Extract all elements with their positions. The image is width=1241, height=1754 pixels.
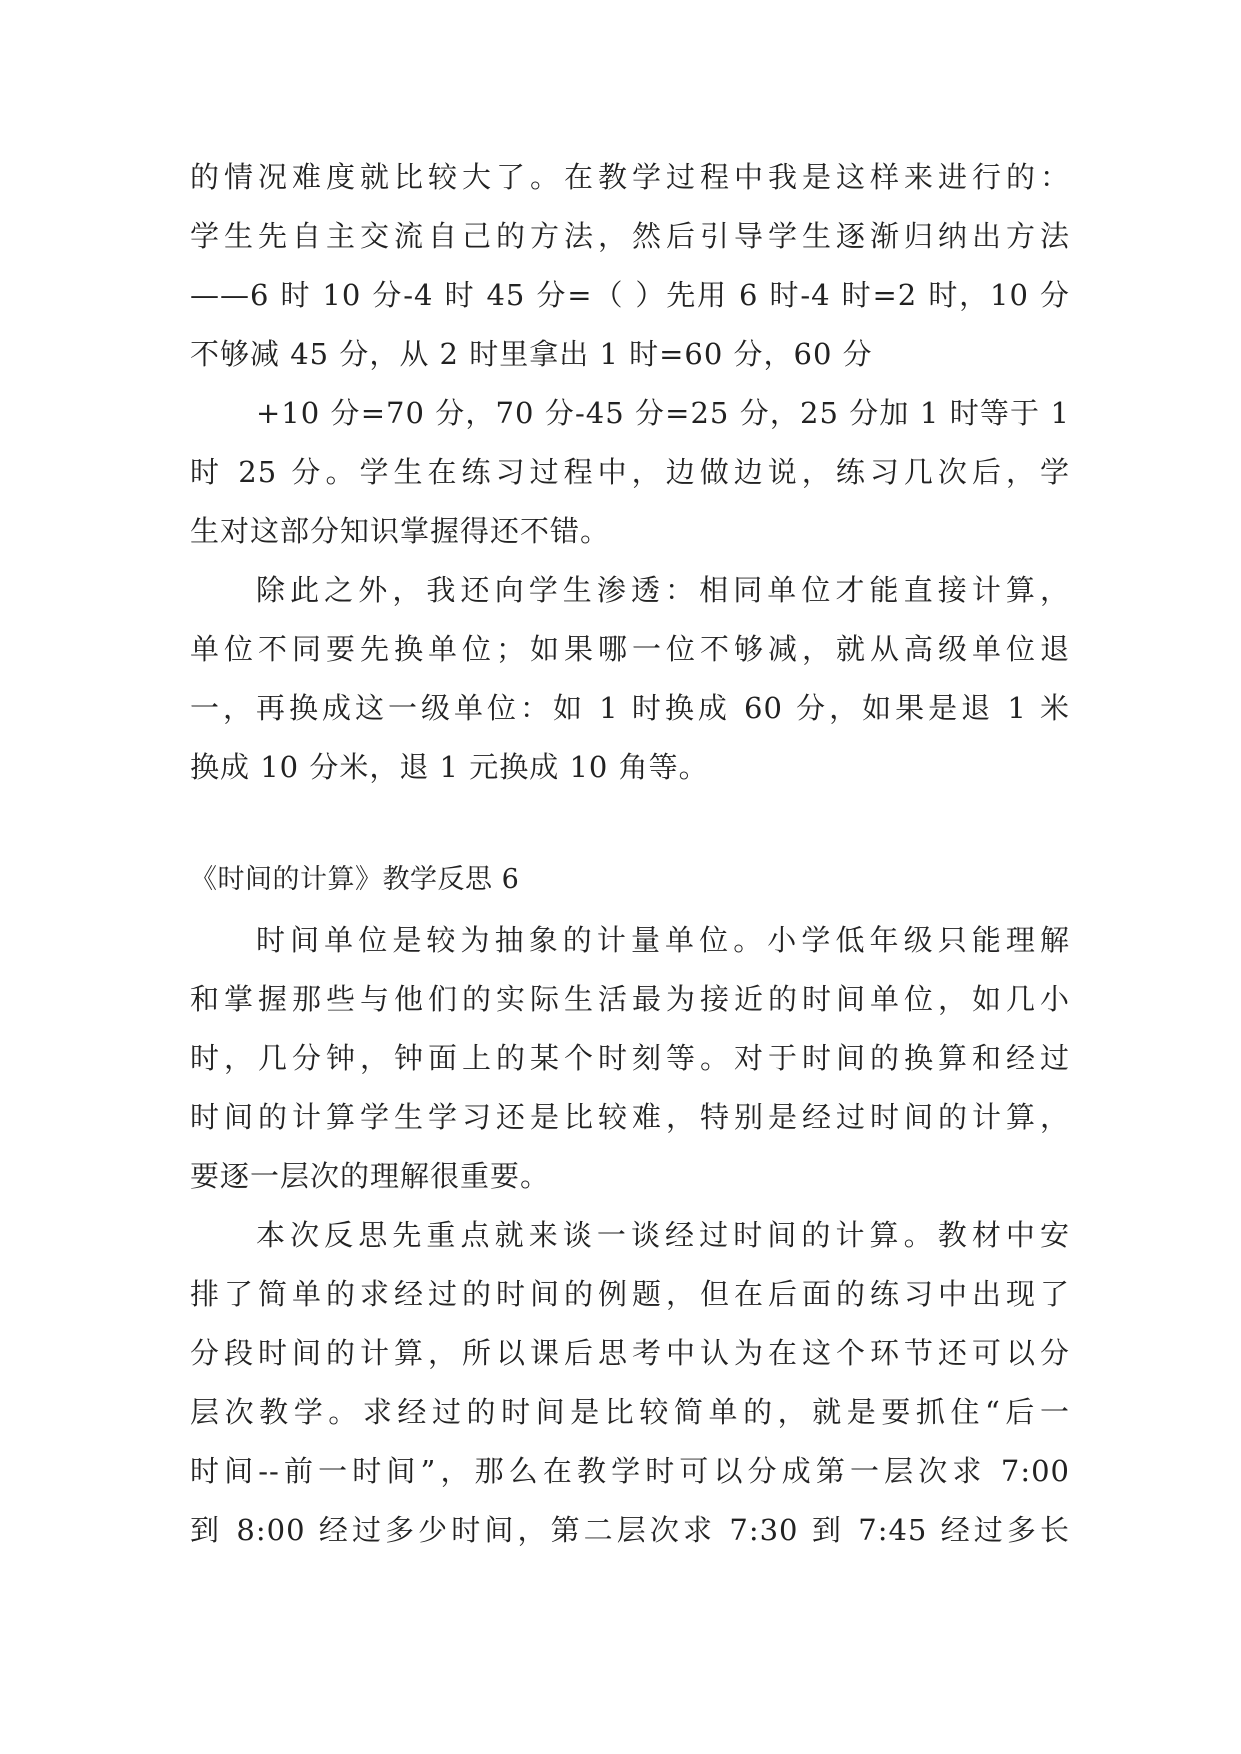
text-line: 要逐一层次的理解很重要。 <box>190 1159 551 1193</box>
text-line: 学生先自主交流自己的方法，然后引导学生逐渐归纳出方法 <box>190 219 1070 253</box>
text-line: 时间--前一时间”，那么在教学时可以分成第一层次求 7:00 <box>190 1454 1070 1488</box>
text-line: ——6 时 10 分-4 时 45 分=（ ）先用 6 时-4 时=2 时，10 分 <box>190 278 1070 312</box>
text-line: 一，再换成这一级单位：如 1 时换成 60 分，如果是退 1 米 <box>190 691 1070 725</box>
text-line: 单位不同要先换单位；如果哪一位不够减，就从高级单位退 <box>190 632 1070 666</box>
text-line: +10 分=70 分，70 分-45 分=25 分，25 分加 1 时等于 1 <box>256 396 1070 430</box>
text-line: 生对这部分知识掌握得还不错。 <box>190 514 611 548</box>
text-line: 时间的计算学生学习还是比较难，特别是经过时间的计算， <box>190 1100 1070 1134</box>
text-line: 不够减 45 分，从 2 时里拿出 1 时=60 分，60 分 <box>190 337 873 371</box>
text-line: 的情况难度就比较大了。在教学过程中我是这样来进行的： <box>190 160 1070 194</box>
paragraph-start: 除此之外，我还向学生渗透：相同单位才能直接计算， <box>256 573 1070 607</box>
paragraph-start: 本次反思先重点就来谈一谈经过时间的计算。教材中安 <box>256 1218 1070 1252</box>
text-line: 排了简单的求经过的时间的例题，但在后面的练习中出现了 <box>190 1277 1070 1311</box>
text-line: 分段时间的计算，所以课后思考中认为在这个环节还可以分 <box>190 1336 1070 1370</box>
text-line: 时，几分钟，钟面上的某个时刻等。对于时间的换算和经过 <box>190 1041 1070 1075</box>
paragraph-start: 时间单位是较为抽象的计量单位。小学低年级只能理解 <box>256 923 1070 957</box>
text-line: 换成 10 分米，退 1 元换成 10 角等。 <box>190 750 709 784</box>
section-title: 《时间的计算》教学反思 6 <box>190 864 520 895</box>
text-line: 时 25 分。学生在练习过程中，边做边说，练习几次后，学 <box>190 455 1070 489</box>
text-line: 和掌握那些与他们的实际生活最为接近的时间单位，如几小 <box>190 982 1070 1016</box>
text-line: 到 8:00 经过多少时间，第二层次求 7:30 到 7:45 经过多长 <box>190 1513 1070 1547</box>
text-line: 层次教学。求经过的时间是比较简单的，就是要抓住“后一 <box>190 1395 1070 1429</box>
